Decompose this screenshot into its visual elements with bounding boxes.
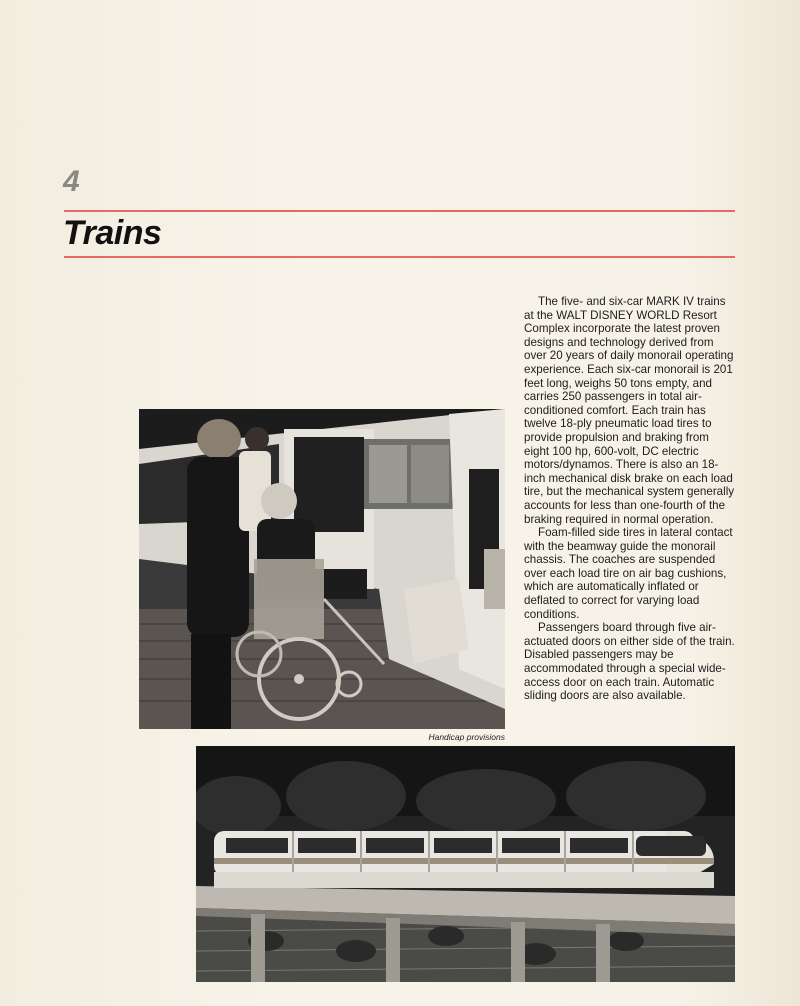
chapter-rule-bottom (64, 256, 735, 258)
chapter-number: 4 (63, 165, 80, 198)
paragraph-doors: Passengers board through five air-actuated doors on either side of the train. Disabled passengers may be accommodated through a special wide-access door on each train. Automatic sliding doors are also available. (524, 621, 735, 703)
body-text (524, 295, 736, 703)
photo-handicap-illustration (139, 409, 505, 729)
photo-caption: Handicap provisions (428, 732, 505, 742)
photo-handicap-provisions (139, 409, 505, 729)
photo-monorail-beamway (196, 746, 735, 982)
chapter-rule-top (64, 210, 735, 212)
paragraph-trains: The five- and six-car MARK IV trains at the WALT DISNEY WORLD Resort Complex incorporate the latest proven designs and technology derived from over 20 years of daily monorail operating experience. Each six-car monorail is 201 feet long, weighs 50 tons empty, and carries 250 passengers in total air-conditioned comfort. Each train has twelve 18-ply pneumatic load tires to provide propulsion and braking from eight 100 hp, 600-volt, DC electric motors/dynamos. There is also an 18-inch mechanical disk brake on each load tire, but the mechanical system generally accounts for less than one-fourth of the braking required in normal operation. (524, 295, 735, 526)
chapter-title: Trains (63, 214, 162, 252)
paragraph-tires: Foam-filled side tires in lateral contact with the beamway guide the monorail chassis. The coaches are suspended over each load tire on air bag cushions, which are automatically inflated or deflated to correct for varying load conditions. (524, 526, 733, 621)
photo-monorail-illustration (196, 746, 735, 982)
